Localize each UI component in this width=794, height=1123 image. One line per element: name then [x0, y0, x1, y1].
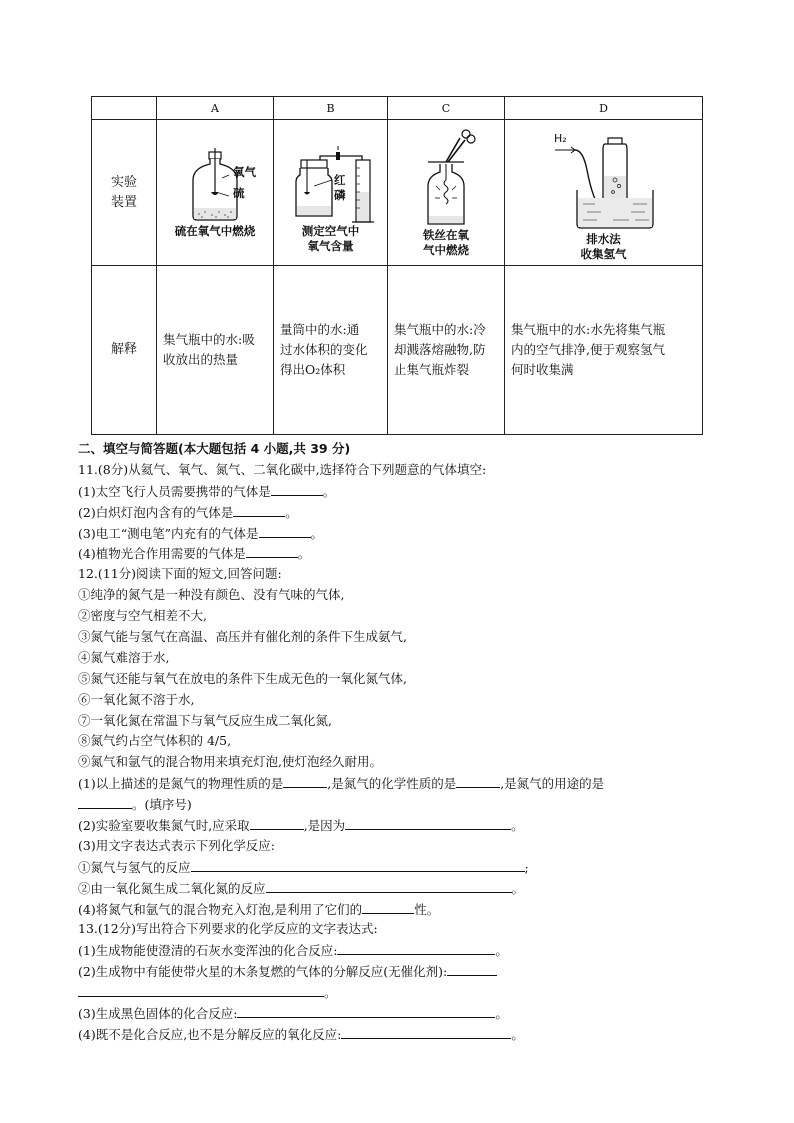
q13-item [78, 961, 718, 982]
q12-part2 [78, 815, 718, 836]
punct: 。 [322, 483, 336, 499]
q12-fact: ⑧氮气约占空气体积的 4/5, [78, 733, 232, 749]
caption-d-line: 收集氢气 [580, 247, 627, 261]
water-displacement-figure [505, 120, 702, 265]
q11-item-text: (2)白炽灯泡内含有的气体是 [78, 504, 234, 520]
q12-part3-2 [78, 878, 718, 899]
answer-blank[interactable] [78, 982, 324, 997]
q12-text: 性。 [414, 901, 440, 917]
q12-text: (4)将氮气和氩气的混合物充入灯泡,是利用了它们的 [78, 901, 363, 917]
answer-blank[interactable] [259, 523, 311, 538]
q12-text: (2)实验室要收集氮气时,应采取 [78, 818, 250, 834]
questions-section [78, 439, 718, 1045]
q13-text: (2)生成物中有能使带火星的木条复燃的气体的分解反应(无催化剂): [78, 964, 448, 980]
explanation-b-cell [274, 266, 388, 435]
hydrogen-formula-label: H₂ [554, 132, 567, 145]
oxygen-content-figure [274, 120, 387, 265]
explanation-line: 集气瓶中的水:吸 [163, 332, 255, 347]
section-title: 二、填空与简答题(本大题包括 4 小题,共 39 分) [78, 441, 351, 456]
q11-item [78, 481, 718, 502]
q13-item [78, 1003, 718, 1024]
header-empty-cell [92, 97, 157, 120]
q13-text: (3)生成黑色固体的化合反应: [78, 1006, 238, 1022]
explanation-b [274, 320, 387, 380]
iron-wire-figure [388, 120, 504, 265]
caption-c-line: 铁丝在氧 [423, 228, 469, 242]
explanation-a [157, 330, 273, 370]
punct: ; [524, 859, 529, 875]
q12-fact: ⑨氮气和氩气的混合物用来填充灯泡,使灯泡经久耐用。 [78, 754, 382, 770]
q13-item [78, 1024, 718, 1045]
q12-text: ,是因为 [303, 818, 346, 834]
caption-b-line: 氧气含量 [307, 239, 354, 253]
q13-item [78, 940, 718, 961]
row-label-line: 装置 [110, 194, 137, 210]
sulfur-burning-figure [157, 120, 273, 265]
explanation-row [92, 266, 703, 435]
punct: 。 [495, 943, 508, 959]
q12-part1 [78, 773, 718, 794]
punct: 。 [511, 880, 525, 896]
answer-blank[interactable] [246, 543, 298, 558]
q12-fact: ④氮气难溶于水, [78, 649, 170, 665]
explanation-c [388, 320, 504, 380]
answer-blank[interactable] [345, 815, 511, 830]
header-c: C [388, 97, 505, 120]
header-a: A [157, 97, 274, 120]
q12-text: ,是氮气的化学性质的是 [327, 776, 457, 792]
explanation-a-cell [157, 266, 274, 435]
punct: 。 [495, 1006, 508, 1022]
explanation-line: 何时收集满 [511, 362, 574, 377]
answer-blank[interactable] [341, 1024, 511, 1039]
phosphorus-label: 磷 [334, 188, 346, 202]
table-header-row [92, 97, 703, 120]
apparatus-c-cell [388, 120, 505, 266]
answer-blank[interactable] [78, 794, 132, 809]
q12-fact: ①纯净的氮气是一种没有颜色、没有气味的气体, [78, 587, 345, 603]
answer-blank[interactable] [191, 857, 525, 872]
q12-fact: ⑦一氧化氮在常温下与氧气反应生成二氧化氮, [78, 712, 332, 728]
q11-stem: 11.(8分)从氦气、氧气、氮气、二氧化碳中,选择符合下列题意的气体填空: [78, 461, 487, 477]
caption-c [388, 228, 504, 258]
q12-text: ①氮气与氢气的反应 [78, 859, 191, 875]
q12-part1-cont [78, 794, 718, 815]
explanation-line: 却溅落熔融物,防 [394, 342, 486, 357]
answer-blank[interactable] [456, 773, 500, 788]
q12-text: (1)以上描述的是氮气的物理性质的是 [78, 776, 284, 792]
red-label: 红 [334, 173, 346, 187]
apparatus-b-cell [274, 120, 388, 266]
explanation-d-cell [505, 266, 703, 435]
q11-item [78, 543, 718, 564]
explanation-line: 过水体积的变化 [280, 342, 368, 357]
q12-text: ,是氮气的用途的是 [500, 776, 605, 792]
caption-a: 硫在氧气中燃烧 [174, 224, 256, 238]
answer-blank[interactable] [233, 502, 285, 517]
q12-fact: ⑤氮气还能与氧气在放电的条件下生成无色的一氧化氮气体, [78, 670, 407, 686]
explanation-line: 量筒中的水:通 [280, 322, 360, 337]
explanation-c-cell [388, 266, 505, 435]
apparatus-a-cell [157, 120, 274, 266]
punct: 。 [511, 1026, 524, 1042]
header-d: D [505, 97, 703, 120]
header-b: B [274, 97, 388, 120]
q12-fact: ③氮气能与氢气在高温、高压并有催化剂的条件下生成氨气, [78, 629, 407, 645]
answer-blank[interactable] [271, 481, 323, 496]
caption-d [505, 232, 702, 262]
caption-b [274, 224, 387, 254]
q12-fact: ⑥一氧化氮不溶于水, [78, 691, 195, 707]
q12-text: ②由一氧化氮生成二氧化氮的反应 [78, 880, 266, 896]
explanation-line: 止集气瓶炸裂 [394, 362, 470, 377]
q12-stem: 12.(11分)阅读下面的短文,回答问题: [78, 566, 282, 582]
answer-blank[interactable] [250, 815, 304, 830]
q11-item [78, 502, 718, 523]
answer-blank[interactable] [283, 773, 327, 788]
explanation-line: 内的空气排净,便于观察氢气 [511, 342, 665, 357]
q12-part4 [78, 899, 718, 920]
explanation-line: 集气瓶中的水:冷 [394, 322, 486, 337]
explanation-line: 得出O₂体积 [280, 362, 346, 377]
caption-d-line: 排水法 [586, 232, 621, 246]
q11-item-text: (1)太空飞行人员需要携带的气体是 [78, 483, 271, 499]
answer-blank[interactable] [237, 1003, 495, 1018]
punct: 。 [285, 504, 298, 520]
experiment-table [91, 96, 703, 435]
q11-item-text: (4)植物光合作用需要的气体是 [78, 546, 246, 562]
answer-blank[interactable] [362, 899, 414, 914]
answer-blank[interactable] [337, 940, 495, 955]
answer-blank[interactable] [447, 961, 497, 976]
q12-fact: ②密度与空气相差不大, [78, 608, 207, 624]
apparatus-row-label [92, 120, 157, 266]
q13-item-cont [78, 982, 718, 1003]
apparatus-d-cell [505, 120, 703, 266]
q13-text: (1)生成物能使澄清的石灰水变浑浊的化合反应: [78, 943, 338, 959]
q11-item-text: (3)电工“测电笔”内充有的气体是 [78, 525, 259, 541]
explanation-line: 收放出的热量 [163, 352, 239, 367]
punct: 。 [310, 525, 324, 541]
apparatus-row [92, 120, 703, 266]
explanation-line: 集气瓶中的水:水先将集气瓶 [511, 322, 666, 337]
q13-stem: 13.(12分)写出符合下列要求的化学反应的文字表达式: [78, 921, 378, 937]
sulfur-label: 硫 [233, 186, 245, 200]
punct: 。 [324, 985, 337, 1001]
row-label-line: 实验 [110, 174, 137, 190]
q11-item [78, 523, 718, 544]
answer-blank[interactable] [266, 878, 512, 893]
explanation-row-label: 解释 [92, 266, 157, 435]
q12-text: 。(填序号) [132, 797, 192, 813]
explanation-d [505, 320, 702, 380]
caption-b-line: 测定空气中 [301, 224, 360, 238]
oxygen-label: 氧气 [233, 165, 256, 179]
q13-text: (4)既不是化合反应,也不是分解反应的氧化反应: [78, 1026, 342, 1042]
q12-part3: (3)用文字表达式表示下列化学反应: [78, 837, 275, 853]
gas-bottle-with-spoon-illustration [157, 120, 274, 265]
q12-part3-1 [78, 857, 718, 878]
caption-c-line: 气中燃烧 [423, 243, 469, 257]
punct: 。 [297, 546, 311, 562]
punct: 。 [511, 818, 524, 834]
